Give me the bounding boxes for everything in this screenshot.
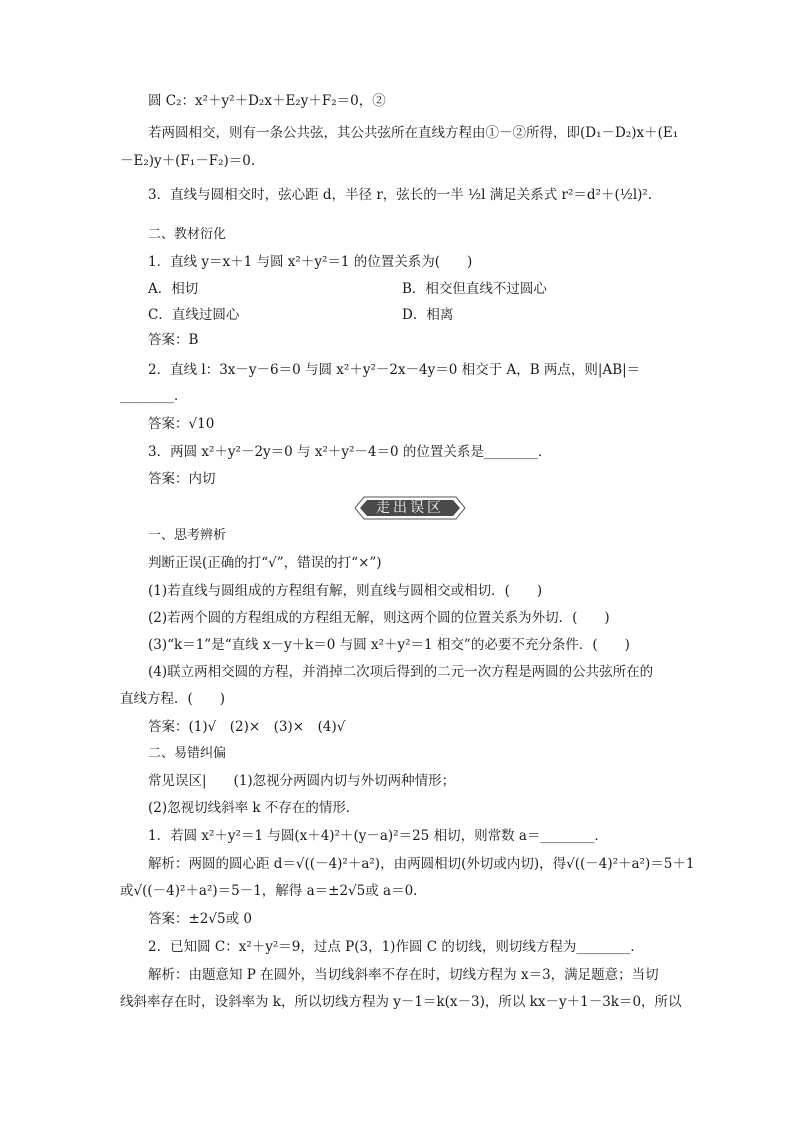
text-line: 判断正误(正确的打“√”，错误的打“×”) [148, 555, 382, 571]
text-line: (3)“k＝1”是“直线 x－y＋k＝0 与圆 x²＋y²＝1 相交”的必要不充分条件．( ) [148, 637, 630, 653]
text-line: (1)若直线与圆组成的方程组有解，则直线与圆相交或相切．( ) [148, 583, 543, 599]
solution-line: 或√((－4)²＋a²)＝5－1，解得 a＝±2√5或 a＝0. [120, 883, 418, 899]
text-line: 常见误区| (1)忽视分两圆内切与外切两种情形； [148, 773, 456, 789]
option-b: B．相交但直线不过圆心 [402, 281, 547, 297]
question-line: 3．两圆 x²＋y²－2y＝0 与 x²＋y²－4＝0 的位置关系是________． [148, 444, 552, 460]
text-line: (2)忽视切线斜率 k 不存在的情形． [148, 800, 360, 816]
solution-line: 解析：由题意知 P 在圆外，当切线斜率不存在时，切线方程为 x＝3，满足题意；当切 [148, 967, 659, 983]
text-line: 3．直线与圆相交时，弦心距 d，半径 r，弦长的一半 ½l 满足关系式 r²＝d²＋(½l)². [148, 187, 653, 203]
section-heading: 二、易错纠偏 [148, 746, 227, 761]
question-line: 2．已知圆 C：x²＋y²＝9，过点 P(3，1)作圆 C 的切线，则切线方程为________． [148, 939, 644, 955]
text-line: ________． [120, 388, 188, 404]
text-line: (4)联立两相交圆的方程，并消掉二次项后得到的二元一次方程是两圆的公共弦所在的 [148, 664, 654, 680]
question-line: 2．直线 l：3x－y－6＝0 与圆 x²＋y²－2x－4y＝0 相交于 A，B 两点，则|AB|＝ [148, 362, 641, 378]
solution-line: 线斜率存在时，设斜率为 k，所以切线方程为 y－1＝k(x－3)，所以 kx－y＋1－3k＝0，所以 [120, 994, 682, 1010]
question-line: 1．若圆 x²＋y²＝1 与圆(x＋4)²＋(y－a)²＝25 相切，则常数 a＝________． [148, 828, 608, 844]
text-line: －E₂)y＋(F₁－F₂)＝0. [120, 153, 256, 169]
answer-line: 答案：√10 [148, 416, 215, 432]
answer-line: 答案：±2√5或 0 [148, 911, 252, 927]
text-line: 圆 C₂：x²＋y²＋D₂x＋E₂y＋F₂＝0，② [148, 93, 386, 109]
section-heading: 一、思考辨析 [148, 528, 227, 543]
section-heading: 二、教材衍化 [148, 227, 227, 242]
text-line: 若两圆相交，则有一条公共弦，其公共弦所在直线方程由①－②所得，即(D₁－D₂)x＋(E₁ [148, 125, 679, 141]
text-line: 直线方程．( ) [120, 691, 226, 707]
answer-line: 答案：内切 [148, 471, 216, 487]
option-c: C．直线过圆心 [148, 307, 240, 323]
section-banner [354, 496, 466, 520]
question-line: 1．直线 y＝x＋1 与圆 x²＋y²＝1 的位置关系为( ) [148, 254, 473, 270]
answer-line: 答案：(1)√ (2)× (3)× (4)√ [148, 719, 346, 735]
option-a: A．相切 [148, 281, 199, 297]
solution-line: 解析：两圆的圆心距 d＝√((－4)²＋a²)，由两圆相切(外切或内切)，得√((－4)²＋a²)＝5＋1 [148, 856, 695, 872]
text-line: (2)若两个圆的方程组成的方程组无解，则这两个圆的位置关系为外切．( ) [148, 610, 610, 626]
answer-line: 答案：B [148, 332, 199, 348]
banner-title: 走出误区 [376, 500, 444, 516]
option-d: D．相离 [402, 307, 454, 323]
